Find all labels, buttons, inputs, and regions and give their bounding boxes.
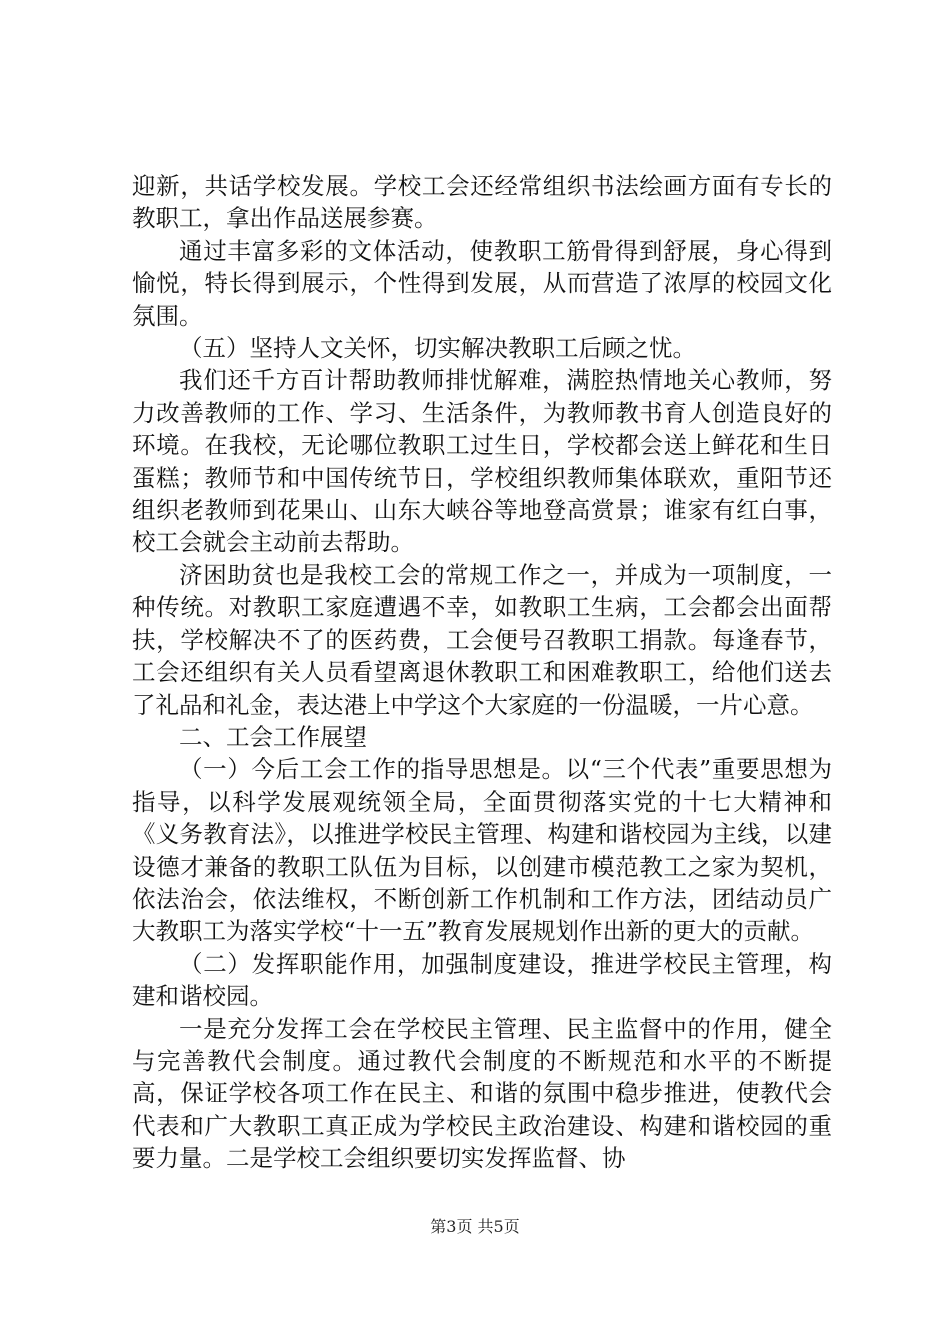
paragraph: 一是充分发挥工会在学校民主管理、民主监督中的作用，健全与完善教代会制度。通过教代会制度的不断规范和水平的不断提高，保证学校各项工作在民主、和谐的氛围中稳步推进，使教代会代表和广大教职工真正成为学校民主政治建设、构建和谐校园的重要力量。二是学校工会组织要切实发挥监督、协 <box>132 1014 832 1173</box>
paragraph: 济困助贫也是我校工会的常规工作之一，并成为一项制度，一种传统。对教职工家庭遭遇不幸，如教职工生病，工会都会出面帮扶，学校解决不了的医药费，工会便号召教职工捐款。每逢春节，工会还组织有关人员看望离退休教职工和困难教职工，给他们送去了礼品和礼金，表达港上中学这个大家庭的一份温暖，一片心意。 <box>132 560 832 719</box>
paragraph: 通过丰富多彩的文体活动，使教职工筋骨得到舒展，身心得到愉悦，特长得到展示，个性得到发展，从而营造了浓厚的校园文化氛围。 <box>132 236 832 330</box>
section-heading: （五）坚持人文关怀，切实解决教职工后顾之忧。 <box>179 334 696 363</box>
page-number-footer: 第3页 共5页 <box>430 1217 520 1236</box>
section-heading: （二）发挥职能作用，加强制度建设，推进学校民主管理，构建和谐校园。 <box>132 949 832 1011</box>
document-body <box>132 170 832 1175</box>
paragraph: 我们还千方百计帮助教师排忧解难，满腔热情地关心教师，努力改善教师的工作、学习、生活条件，为教师教书育人创造良好的环境。在我校，无论哪位教职工过生日，学校都会送上鲜花和生日蛋糕；教师节和中国传统节日，学校组织教师集体联欢，重阳节还组织老教师到花果山、山东大峡谷等地登高赏景；谁家有红白事，校工会就会主动前去帮助。 <box>132 366 832 557</box>
paragraph: 迎新，共话学校发展。学校工会还经常组织书法绘画方面有专长的教职工，拿出作品送展参赛。 <box>132 172 832 233</box>
paragraph: （一）今后工会工作的指导思想是。以“三个代表”重要思想为指导，以科学发展观统领全局，全面贯彻落实党的十七大精神和《义务教育法》，以推进学校民主管理、构建和谐校园为主线，以建设德才兼备的教职工队伍为目标，以创建市模范教工之家为契机，依法治会，依法维权，不断创新工作机制和工作方法，团结动员广大教职工为落实学校“十一五”教育发展规划作出新的更大的贡献。 <box>132 755 832 946</box>
section-heading: 二、工会工作展望 <box>179 722 367 751</box>
